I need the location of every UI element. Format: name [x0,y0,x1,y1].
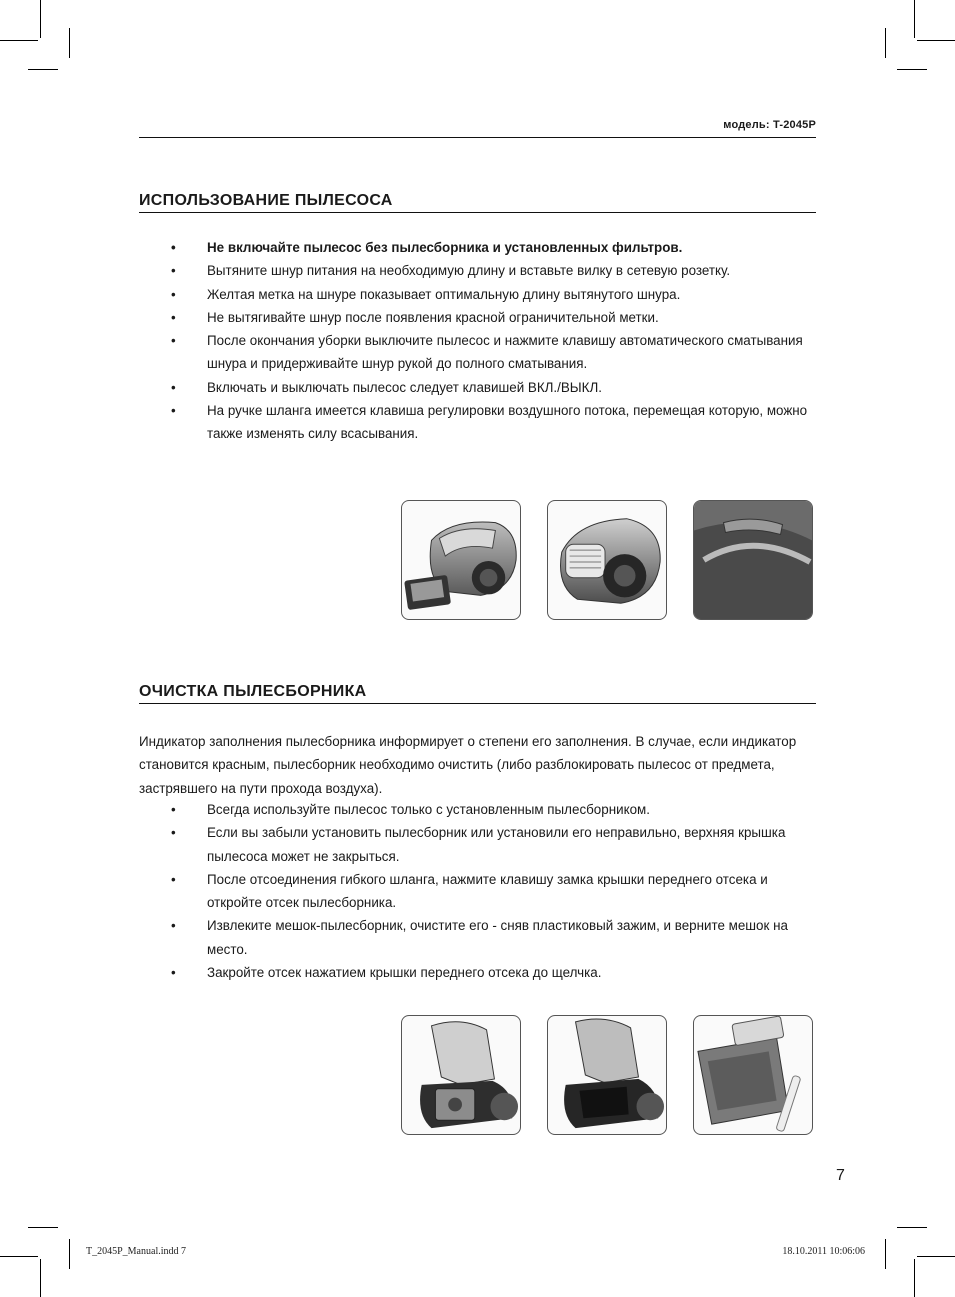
list-item: • Не вытягивайте шнур после появления красной ограничительной метки. [139,306,815,329]
bullet: • [171,403,176,419]
bullet: • [171,263,176,279]
cleaning-list [139,798,815,984]
crop-mark [0,1256,38,1257]
list-item: • Вытяните шнур питания на необходимую длину и вставьте вилку в сетевую розетку. [139,259,815,282]
list-item: • На ручке шланга имеется клавиша регулировки воздушного потока, перемещая которую, можно также изменять силу всасывания. [139,399,815,446]
crop-mark [0,40,38,41]
crop-mark [28,1227,58,1228]
slug-datetime: 18.10.2011 10:06:06 [782,1246,865,1257]
bullet: • [171,333,176,349]
photo-open-compartment-with-bag [401,1015,521,1135]
cleaning-intro: Индикатор заполнения пылесборника информирует о степени его заполнения. В случае, если индикатор становится красным, пылесборник необходимо очистить (либо разблокировать пылесос от предмета, застрявшего на пути прохода воздуха). [139,734,797,796]
crop-mark [28,69,58,70]
slug-file: T_2045P_Manual.indd 7 [86,1246,186,1257]
photo-dust-bag-and-clip [693,1015,813,1135]
crop-mark [914,1259,915,1297]
list-item: • После окончания уборки выключите пылесос и нажмите клавишу автоматического сматывания шнура и придерживайте шнур рукой до полного сматывания. [139,329,815,376]
photo-open-compartment-empty [547,1015,667,1135]
bullet: • [171,309,176,325]
bullet: • [171,965,176,981]
header-rule [139,137,816,138]
crop-mark [917,1256,955,1257]
bullet: • [171,825,176,841]
crop-mark [897,1227,927,1228]
list-item: • Если вы забыли установить пылесборник или установили его неправильно, верхняя крышка пылесоса может не закрыться. [139,821,815,868]
crop-mark [69,28,70,58]
list-item: • Всегда используйте пылесос только с установленным пылесборником. [139,798,815,821]
crop-mark [885,1239,886,1269]
list-item: • Включать и выключать пылесос следует клавишей ВКЛ./ВЫКЛ. [139,376,815,399]
list-item: • Закройте отсек нажатием крышки переднего отсека до щелчка. [139,961,815,984]
crop-mark [40,1259,41,1297]
bullet: • [171,286,176,302]
bullet: • [171,240,176,255]
crop-mark [69,1239,70,1269]
list-item: • Извлеките мешок-пылесборник, очистите его - сняв пластиковый зажим, и верните мешок на место. [139,914,815,961]
list-item: • Не включайте пылесос без пылесборника и установленных фильтров. [139,236,815,259]
model-label: модель: T-2045P [723,119,816,131]
crop-mark [914,0,915,38]
bullet: • [171,379,176,395]
bullet: • [171,918,176,934]
section-title-cleaning: ОЧИСТКА ПЫЛЕСБОРНИКА [139,683,367,700]
photo-vacuum-side [547,500,667,620]
crop-mark [897,69,927,70]
photo-vacuum-cord-storage [401,500,521,620]
crop-mark [917,40,955,41]
list-item: • После отсоединения гибкого шланга, нажмите клавишу замка крышки переднего отсека и откройте отсек пылесборника. [139,868,815,915]
section-title-usage: ИСПОЛЬЗОВАНИЕ ПЫЛЕСОСА [139,192,393,209]
usage-list [139,236,815,446]
list-item: • Желтая метка на шнуре показывает оптимальную длину вытянутого шнура. [139,283,815,306]
bullet: • [171,871,176,887]
section-rule [139,212,816,213]
crop-mark [885,28,886,58]
page-number: 7 [836,1167,845,1184]
bullet: • [171,802,176,817]
section-rule [139,703,816,704]
crop-mark [40,0,41,38]
photo-hose-handle [693,500,813,620]
